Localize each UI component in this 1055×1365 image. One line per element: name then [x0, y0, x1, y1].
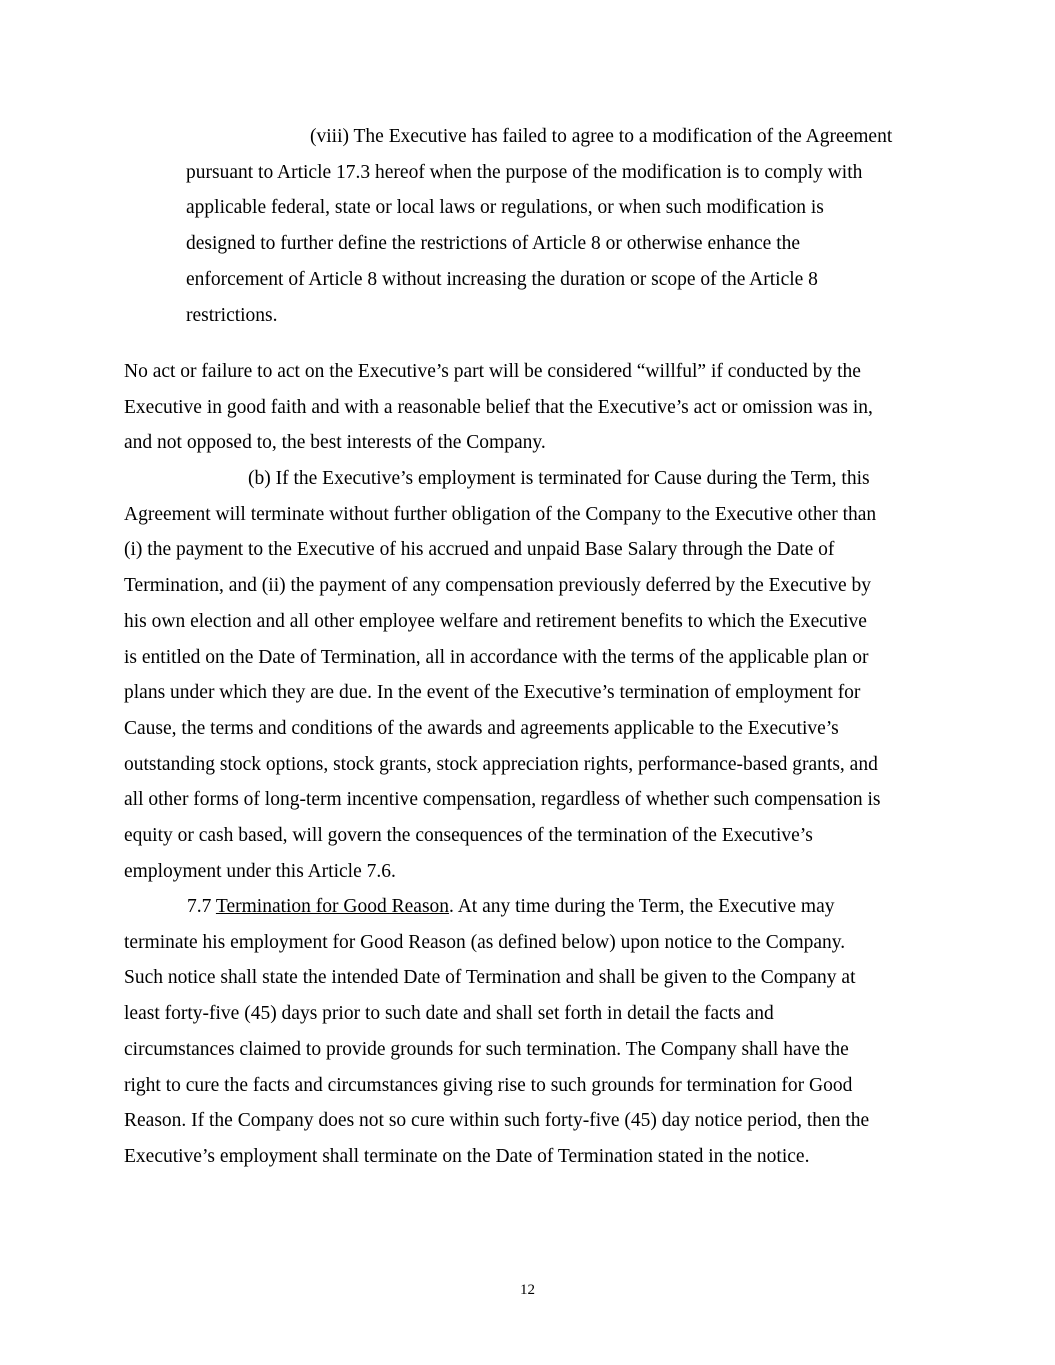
text-line: Such notice shall state the intended Date of Termination and shall be given to the Company at	[124, 967, 856, 989]
text-line: employment under this Article 7.6.	[124, 860, 396, 882]
text-line: enforcement of Article 8 without increasing the duration or scope of the Article 8	[186, 268, 818, 290]
text-line: Agreement will terminate without further obligation of the Company to the Executive other than	[124, 503, 877, 525]
text-line: all other forms of long-term incentive compensation, regardless of whether such compensation is	[124, 789, 881, 811]
text-line: terminate his employment for Good Reason (as defined below) upon notice to the Company.	[124, 931, 846, 953]
section-heading: Termination for Good Reason	[215, 896, 450, 917]
text-line: circumstances claimed to provide grounds for such termination. The Company shall have the	[124, 1038, 849, 1060]
text-line: (i) the payment to the Executive of his accrued and unpaid Base Salary through the Date of	[124, 539, 835, 561]
text-line: and not opposed to, the best interests of the Company.	[124, 432, 546, 454]
text-line: outstanding stock options, stock grants, stock appreciation rights, performance-based grants, and	[124, 753, 878, 775]
text-line: is entitled on the Date of Termination, all in accordance with the terms of the applicable plan or	[124, 646, 869, 668]
text-line: (b) If the Executive’s employment is terminated for Cause during the Term, this	[248, 468, 870, 489]
section-7-7	[124, 889, 869, 1175]
text-line: applicable federal, state or local laws or regulations, or when such modification is	[186, 197, 824, 219]
text-line: No act or failure to act on the Executive’s part will be considered “willful” if conducted by the	[124, 361, 861, 382]
clause-b	[124, 461, 881, 889]
text-fragment: . At any time during the Term, the Executive may	[449, 896, 835, 917]
section-number: 7.7	[187, 896, 216, 917]
willful-paragraph	[124, 354, 873, 461]
text-line: pursuant to Article 17.3 hereof when the purpose of the modification is to comply with	[186, 161, 863, 183]
section-7-7-first-line	[124, 889, 869, 925]
text-line: Executive in good faith and with a reasonable belief that the Executive’s act or omission was in,	[124, 396, 873, 418]
text-line: equity or cash based, will govern the consequences of the termination of the Executive’s	[124, 825, 813, 847]
clause-viii	[186, 119, 892, 333]
text-line: right to cure the facts and circumstances giving rise to such grounds for termination for Good	[124, 1074, 853, 1096]
text-line: Executive’s employment shall terminate on the Date of Termination stated in the notice.	[124, 1145, 810, 1167]
text-line: Reason. If the Company does not so cure within such forty-five (45) day notice period, then the	[124, 1110, 870, 1132]
text-line: Termination, and (ii) the payment of any compensation previously deferred by the Executive by	[124, 575, 871, 597]
text-line: designed to further define the restrictions of Article 8 or otherwise enhance the	[186, 233, 801, 255]
text-line: (viii) The Executive has failed to agree to a modification of the Agreement	[310, 126, 893, 147]
text-line: his own election and all other employee welfare and retirement benefits to which the Executive	[124, 610, 867, 632]
text-line: Cause, the terms and conditions of the awards and agreements applicable to the Executive’s	[124, 717, 839, 739]
text-line: restrictions.	[186, 304, 278, 326]
text-line: plans under which they are due. In the event of the Executive’s termination of employment for	[124, 682, 861, 704]
text-line: least forty-five (45) days prior to such date and shall set forth in detail the facts and	[124, 1003, 774, 1025]
page-number: 12	[520, 1282, 535, 1298]
